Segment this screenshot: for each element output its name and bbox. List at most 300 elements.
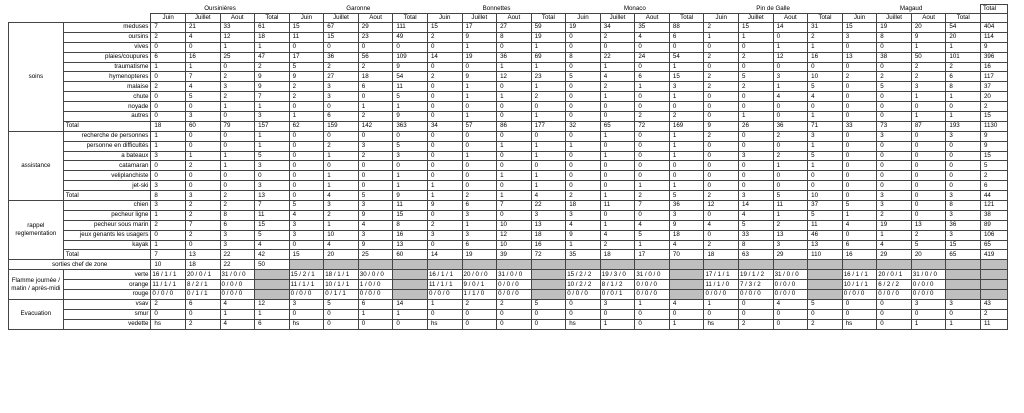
table-row (9, 220, 1008, 230)
value-cell: 0 (324, 319, 359, 329)
flamme-value: 11 / 1 / 1 (151, 280, 186, 290)
value-cell: 4 (808, 92, 843, 102)
value-cell: 0 (358, 131, 393, 141)
sorties-blank (704, 260, 739, 270)
value-cell: 0 (566, 151, 601, 161)
table-row (9, 181, 1008, 191)
value-cell: 2 (462, 191, 497, 201)
value-cell: 47 (255, 52, 290, 62)
value-cell: 2 (324, 141, 359, 151)
value-cell: 3 (220, 82, 255, 92)
value-cell: 6 (358, 82, 393, 92)
value-cell: 1 (600, 319, 635, 329)
corner-blank (9, 14, 151, 23)
flamme-value: 1 / 1 / 0 (462, 290, 497, 300)
value-cell: 1 (427, 181, 462, 191)
value-cell: 29 (773, 250, 808, 260)
month-header: Total (531, 14, 566, 23)
value-cell: 11 (980, 319, 1007, 329)
value-cell: 10 (497, 240, 532, 250)
evacuation-row-label: smur (63, 309, 151, 319)
value-cell: 86 (497, 121, 532, 131)
flamme-value: 31 / 0 / 0 (911, 270, 946, 280)
flamme-value (808, 290, 843, 300)
value-cell: 1 (427, 299, 462, 309)
value-cell: 5 (911, 240, 946, 250)
value-cell: 3 (842, 32, 877, 42)
value-cell: 42 (255, 250, 290, 260)
value-cell: 2 (358, 62, 393, 72)
value-cell: 59 (531, 23, 566, 33)
value-cell: 1 (220, 309, 255, 319)
value-cell: 2 (911, 72, 946, 82)
month-header: Juin (842, 14, 877, 23)
month-header: Aout (220, 14, 255, 23)
value-cell: 1 (669, 62, 704, 72)
value-cell: 0 (669, 161, 704, 171)
value-cell: 4 (185, 32, 220, 42)
value-cell: 109 (393, 52, 428, 62)
value-cell: 6 (255, 319, 290, 329)
value-cell: 34 (600, 23, 635, 33)
flamme-value: 10 / 1 / 1 (842, 280, 877, 290)
value-cell: 9 (980, 141, 1007, 151)
value-cell: 36 (946, 220, 981, 230)
row-label: catamaran (63, 161, 151, 171)
row-label: traumatisme (63, 62, 151, 72)
value-cell: 1 (773, 210, 808, 220)
value-cell: 0 (704, 210, 739, 220)
value-cell: 1 (497, 92, 532, 102)
value-cell: 0 (635, 309, 670, 319)
value-cell: 5 (808, 82, 843, 92)
value-cell: 38 (980, 210, 1007, 220)
value-cell: 2 (497, 299, 532, 309)
value-cell: 14 (739, 201, 774, 211)
table-row (9, 131, 1008, 141)
value-cell: 8 (877, 32, 912, 42)
value-cell: 0 (739, 141, 774, 151)
value-cell: 4 (358, 220, 393, 230)
value-cell: 1 (669, 92, 704, 102)
value-cell: 0 (462, 319, 497, 329)
value-cell: 1 (324, 151, 359, 161)
value-cell: 3 (946, 191, 981, 201)
value-cell: 0 (427, 240, 462, 250)
value-cell: 56 (358, 52, 393, 62)
value-cell: 0 (739, 161, 774, 171)
value-cell: 0 (877, 319, 912, 329)
row-label: Total (63, 191, 151, 201)
value-cell: 0 (842, 171, 877, 181)
value-cell: 2 (704, 240, 739, 250)
value-cell: 5 (773, 191, 808, 201)
value-cell: 1 (462, 220, 497, 230)
value-cell: 0 (497, 151, 532, 161)
value-cell: 3 (151, 151, 186, 161)
value-cell: 5 (808, 151, 843, 161)
value-cell: 2 (427, 32, 462, 42)
value-cell: 0 (704, 62, 739, 72)
value-cell: 3 (946, 230, 981, 240)
value-cell: 1 (497, 62, 532, 72)
value-cell: 13 (185, 250, 220, 260)
value-cell: 1 (462, 42, 497, 52)
value-cell: 1 (669, 151, 704, 161)
value-cell: 0 (877, 62, 912, 72)
value-cell: 10 (497, 220, 532, 230)
value-cell: 62 (289, 121, 324, 131)
value-cell: 0 (185, 181, 220, 191)
flamme-value: 0 / 0 / 0 (773, 280, 808, 290)
value-cell: 0 (600, 210, 635, 220)
flamme-value: 16 / 1 / 1 (427, 270, 462, 280)
value-cell: 15 (980, 112, 1007, 122)
group-name: Oursinières (151, 5, 289, 14)
month-header: Juillet (600, 14, 635, 23)
value-cell: 0 (877, 141, 912, 151)
sorties-blank (980, 260, 1007, 270)
value-cell: 50 (911, 52, 946, 62)
value-cell: 3 (358, 141, 393, 151)
value-cell: 0 (497, 319, 532, 329)
value-cell: 1 (600, 131, 635, 141)
value-cell: 5 (358, 191, 393, 201)
value-cell: 1 (185, 151, 220, 161)
value-cell: 29 (358, 23, 393, 33)
value-cell: 0 (427, 309, 462, 319)
value-cell: 2 (635, 112, 670, 122)
flamme-value (531, 270, 566, 280)
value-cell: 4 (600, 230, 635, 240)
value-cell: hs (566, 319, 601, 329)
value-cell: 0 (462, 102, 497, 112)
value-cell: 0 (358, 171, 393, 181)
flamme-value: 20 / 0 / 0 (462, 270, 497, 280)
group-name: Magaud (842, 5, 980, 14)
value-cell: 1 (497, 191, 532, 201)
value-cell: 87 (911, 121, 946, 131)
value-cell: 0 (358, 181, 393, 191)
sorties-value: 18 (185, 260, 220, 270)
flamme-value: 19 / 3 / 0 (600, 270, 635, 280)
flamme-value: 0 / 0 / 1 (600, 290, 635, 300)
value-cell: 0 (185, 141, 220, 151)
value-cell: 0 (635, 42, 670, 52)
value-cell: 0 (566, 102, 601, 112)
value-cell: 3 (600, 299, 635, 309)
value-cell: 9 (462, 72, 497, 82)
value-cell: 0 (151, 72, 186, 82)
value-cell: 18 (358, 72, 393, 82)
value-cell: 88 (669, 23, 704, 33)
value-cell: 0 (427, 161, 462, 171)
flamme-value (669, 290, 704, 300)
sorties-blank (773, 260, 808, 270)
value-cell: 2 (220, 92, 255, 102)
flamme-value: 31 / 0 / 0 (497, 270, 532, 280)
sorties-blank (669, 260, 704, 270)
value-cell: 0 (739, 102, 774, 112)
value-cell: 3 (462, 230, 497, 240)
value-cell: 2 (531, 92, 566, 102)
value-cell: 3 (773, 72, 808, 82)
month-header: Juillet (462, 14, 497, 23)
sorties-blank (739, 260, 774, 270)
value-cell: 2 (600, 82, 635, 92)
value-cell: 0 (566, 171, 601, 181)
flamme-value: 0 / 0 / 0 (911, 290, 946, 300)
value-cell: 1 (600, 92, 635, 102)
flamme-value: 20 / 0 / 1 (185, 270, 220, 280)
value-cell: 1130 (980, 121, 1007, 131)
sorties-blank (911, 260, 946, 270)
group-name: Bonnettes (427, 5, 565, 14)
flamme-value: 8 / 2 / 1 (185, 280, 220, 290)
sorties-blank (531, 260, 566, 270)
value-cell: 1 (911, 42, 946, 52)
value-cell: 0 (842, 181, 877, 191)
value-cell: 0 (842, 299, 877, 309)
value-cell: 7 (635, 201, 670, 211)
sorties-value: 22 (220, 260, 255, 270)
value-cell: 110 (808, 250, 843, 260)
value-cell: 0 (842, 131, 877, 141)
value-cell: 0 (635, 62, 670, 72)
value-cell: 0 (358, 42, 393, 52)
value-cell: 5 (739, 220, 774, 230)
value-cell: 11 (393, 201, 428, 211)
value-cell: 0 (808, 62, 843, 72)
value-cell: 0 (739, 62, 774, 72)
flamme-value: 0 / 0 / 0 (635, 280, 670, 290)
value-cell: 0 (842, 141, 877, 151)
flamme-value: 0 / 0 / 0 (151, 290, 186, 300)
value-cell: 31 (808, 23, 843, 33)
value-cell: 2 (704, 23, 739, 33)
value-cell: 101 (946, 52, 981, 62)
value-cell: 0 (462, 62, 497, 72)
table-row (9, 240, 1008, 250)
value-cell: 15 (255, 220, 290, 230)
value-cell: 0 (358, 319, 393, 329)
value-cell: 0 (531, 319, 566, 329)
value-cell: 0 (393, 319, 428, 329)
value-cell: 1 (877, 230, 912, 240)
row-label: Total (63, 121, 151, 131)
value-cell: 33 (739, 230, 774, 240)
value-cell: 1 (324, 171, 359, 181)
value-cell: 1 (808, 161, 843, 171)
value-cell: 9 (393, 191, 428, 201)
value-cell: 3 (185, 112, 220, 122)
value-cell: 1 (531, 62, 566, 72)
value-cell: 3 (566, 210, 601, 220)
value-cell: 0 (877, 151, 912, 161)
value-cell: 0 (497, 112, 532, 122)
flamme-value (946, 280, 981, 290)
value-cell: 54 (946, 23, 981, 33)
value-cell: 36 (324, 52, 359, 62)
value-cell: 0 (600, 141, 635, 151)
value-cell: 5 (669, 191, 704, 201)
value-cell: 0 (600, 112, 635, 122)
value-cell: 61 (255, 23, 290, 33)
value-cell: 2 (704, 191, 739, 201)
sorties-value: 50 (255, 260, 290, 270)
value-cell: 4 (566, 220, 601, 230)
value-cell: 0 (151, 161, 186, 171)
value-cell: 0 (842, 191, 877, 201)
month-header: Juin (289, 14, 324, 23)
value-cell: 0 (704, 141, 739, 151)
table-row (9, 201, 1008, 211)
value-cell: 0 (739, 131, 774, 141)
value-cell: 11 (600, 201, 635, 211)
flamme-value (255, 280, 290, 290)
value-cell: 2 (462, 299, 497, 309)
value-cell: 4 (669, 299, 704, 309)
value-cell: 9 (393, 62, 428, 72)
value-cell: 19 (462, 52, 497, 62)
group-name: Garonne (289, 5, 427, 14)
value-cell: 19 (531, 32, 566, 42)
value-cell: 35 (566, 250, 601, 260)
value-cell: 0 (289, 191, 324, 201)
month-header: Juillet (739, 14, 774, 23)
value-cell: 9 (358, 210, 393, 220)
value-cell: 2 (739, 82, 774, 92)
value-cell: 16 (842, 250, 877, 260)
value-cell: 0 (151, 112, 186, 122)
value-cell: 2 (600, 240, 635, 250)
value-cell: 3 (151, 181, 186, 191)
value-cell: 19 (462, 250, 497, 260)
value-cell: 1 (669, 181, 704, 191)
value-cell: 0 (739, 171, 774, 181)
value-cell: 4 (842, 220, 877, 230)
value-cell: 1 (808, 112, 843, 122)
value-cell: 0 (635, 141, 670, 151)
value-cell: 26 (739, 121, 774, 131)
value-cell: 0 (566, 112, 601, 122)
value-cell: 6 (151, 52, 186, 62)
value-cell: 4 (739, 210, 774, 220)
value-cell: 72 (635, 121, 670, 131)
value-cell: 1 (393, 171, 428, 181)
value-cell: 13 (808, 240, 843, 250)
table-row (9, 161, 1008, 171)
value-cell: hs (842, 319, 877, 329)
value-cell: 1 (842, 210, 877, 220)
value-cell: 2 (842, 72, 877, 82)
value-cell: 0 (704, 171, 739, 181)
flamme-value (669, 270, 704, 280)
value-cell: 0 (497, 210, 532, 220)
value-cell: 20 (980, 92, 1007, 102)
value-cell: 4 (255, 240, 290, 250)
value-cell: 0 (704, 230, 739, 240)
row-label: pecheur sous marin (63, 220, 151, 230)
value-cell: 9 (669, 220, 704, 230)
value-cell: 4 (185, 82, 220, 92)
value-cell: 0 (220, 171, 255, 181)
section-label: soins (9, 23, 64, 132)
value-cell: 5 (808, 210, 843, 220)
sorties-blank (358, 260, 393, 270)
value-cell: 6 (185, 299, 220, 309)
flamme-value (669, 280, 704, 290)
value-cell: 3 (911, 82, 946, 92)
value-cell: 0 (773, 309, 808, 319)
value-cell: 9 (393, 112, 428, 122)
value-cell: 0 (427, 112, 462, 122)
value-cell: 25 (358, 250, 393, 260)
value-cell: 0 (600, 102, 635, 112)
value-cell: 63 (739, 250, 774, 260)
value-cell: 0 (946, 102, 981, 112)
value-cell: 21 (185, 23, 220, 33)
value-cell: 6 (669, 32, 704, 42)
flamme-value: 31 / 0 / 0 (773, 270, 808, 280)
value-cell: 0 (497, 82, 532, 92)
row-label: jet-ski (63, 181, 151, 191)
value-cell: 3 (393, 151, 428, 161)
flamme-value: 15 / 2 / 2 (566, 270, 601, 280)
value-cell: 0 (427, 42, 462, 52)
row-label: pecheur ligne (63, 210, 151, 220)
value-cell: 0 (704, 102, 739, 112)
value-cell: 1 (255, 309, 290, 319)
sorties-blank (324, 260, 359, 270)
value-cell: 27 (324, 72, 359, 82)
value-cell: 0 (773, 141, 808, 151)
value-cell: 4 (635, 220, 670, 230)
value-cell: 0 (600, 42, 635, 52)
value-cell: 4 (600, 72, 635, 82)
value-cell: 0 (566, 181, 601, 191)
sorties-row (9, 260, 1008, 270)
value-cell: 0 (185, 309, 220, 319)
row-label: malaise (63, 82, 151, 92)
value-cell: 8 (497, 32, 532, 42)
value-cell: 0 (911, 161, 946, 171)
value-cell: 1 (358, 102, 393, 112)
flamme-value: 16 / 1 / 1 (842, 270, 877, 280)
flamme-row (9, 270, 1008, 280)
sorties-blank (946, 260, 981, 270)
value-cell: 15 (669, 72, 704, 82)
row-label: personne en difficultés (63, 141, 151, 151)
value-cell: 2 (704, 82, 739, 92)
value-cell: 2 (911, 62, 946, 72)
value-cell: 0 (842, 102, 877, 112)
value-cell: 2 (427, 220, 462, 230)
sorties-blank (497, 260, 532, 270)
value-cell: 0 (151, 102, 186, 112)
value-cell: 0 (289, 141, 324, 151)
value-cell: 0 (877, 92, 912, 102)
value-cell: 8 (220, 210, 255, 220)
flamme-value: 9 / 0 / 1 (462, 280, 497, 290)
value-cell: 0 (462, 161, 497, 171)
value-cell: 0 (911, 102, 946, 112)
table-row (9, 141, 1008, 151)
value-cell: 1 (669, 319, 704, 329)
value-cell: 15 (427, 23, 462, 33)
value-cell: 33 (220, 23, 255, 33)
value-cell: 0 (600, 309, 635, 319)
